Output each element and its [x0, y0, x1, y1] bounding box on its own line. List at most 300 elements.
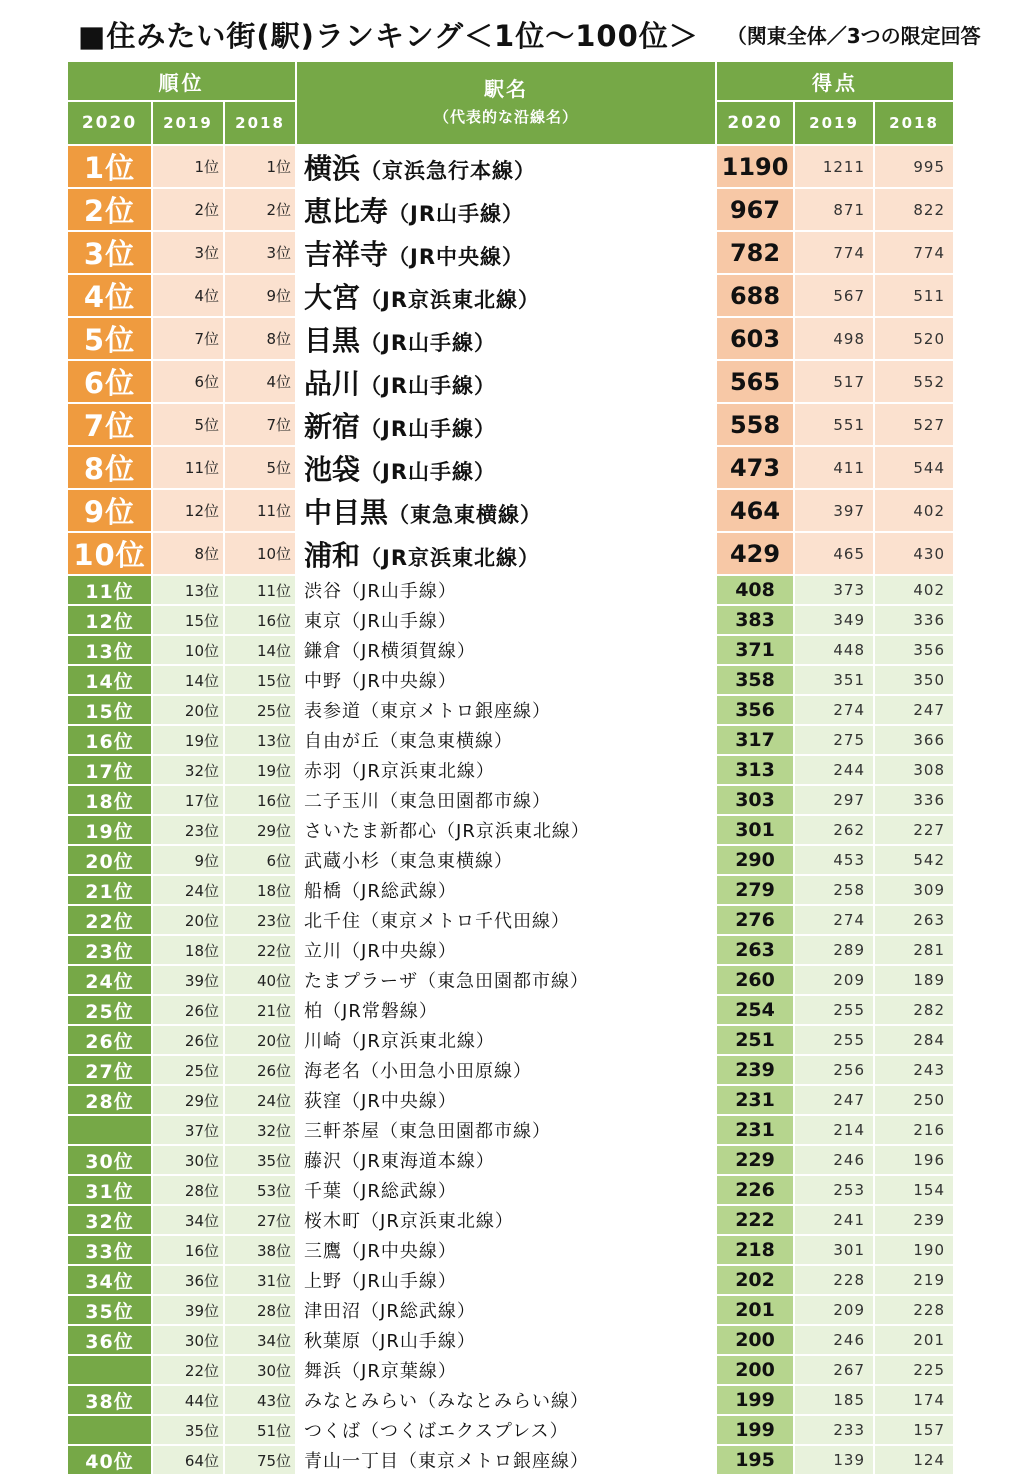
station-name: 赤羽 [304, 761, 343, 782]
score-2020-cell: 239 [716, 1055, 794, 1085]
score-2019-header: 2019 [794, 101, 874, 145]
rank-2018-cell: 24位 [224, 1085, 296, 1115]
score-2018-cell: 247 [874, 695, 954, 725]
ranking-table [68, 62, 955, 1476]
station-name: 藤沢 [304, 1151, 343, 1172]
score-2018-cell: 157 [874, 1415, 954, 1445]
line-name: （JR山手線） [342, 611, 457, 632]
score-2019-cell: 246 [794, 1145, 874, 1175]
score-2020-cell: 1190 [716, 145, 794, 188]
rank-2018-cell: 40位 [224, 965, 296, 995]
score-2018-cell: 219 [874, 1265, 954, 1295]
rank-2018-cell: 23位 [224, 905, 296, 935]
rank-2019-cell: 6位 [152, 360, 224, 403]
table-row [68, 188, 954, 231]
rank-2018-cell: 20位 [224, 1025, 296, 1055]
score-2020-cell: 279 [716, 875, 794, 905]
station-name: 千葉 [304, 1181, 343, 1202]
line-name: （東急東横線） [380, 851, 514, 872]
score-2019-cell: 448 [794, 635, 874, 665]
rank-2019-cell: 37位 [152, 1115, 224, 1145]
table-row [68, 532, 954, 575]
line-name: （JR京浜東北線） [342, 1031, 495, 1052]
station-cell [296, 1355, 716, 1385]
score-2018-cell: 196 [874, 1145, 954, 1175]
line-name: （JR山手線） [360, 373, 497, 398]
station-name: 浦和 [304, 538, 361, 572]
rank-2019-header: 2019 [152, 101, 224, 145]
station-name: 三軒茶屋 [304, 1121, 381, 1142]
rank-2018-cell: 4位 [224, 360, 296, 403]
rank-2019-cell: 16位 [152, 1235, 224, 1265]
rank-2020-header: 2020 [68, 101, 152, 145]
score-2019-cell: 551 [794, 403, 874, 446]
station-name: たまプラーザ [304, 971, 419, 992]
station-name: 東京 [304, 611, 343, 632]
line-name: （みなとみらい線） [418, 1391, 590, 1412]
station-cell [296, 785, 716, 815]
score-2018-cell: 552 [874, 360, 954, 403]
table-row [68, 755, 954, 785]
score-2020-cell: 218 [716, 1235, 794, 1265]
station-name: 津田沼 [304, 1301, 362, 1322]
rank-2018-cell: 9位 [224, 274, 296, 317]
score-2019-cell: 139 [794, 1445, 874, 1475]
rank-2018-cell: 75位 [224, 1445, 296, 1475]
score-2018-cell: 822 [874, 188, 954, 231]
rank-2020-cell: 27位 [68, 1055, 152, 1085]
score-2018-cell: 336 [874, 785, 954, 815]
table-row [68, 845, 954, 875]
station-name: 秋葉原 [304, 1331, 362, 1352]
rank-2020-cell: 22位 [68, 905, 152, 935]
rank-2019-cell: 1位 [152, 145, 224, 188]
rank-2018-cell: 2位 [224, 188, 296, 231]
rank-2020-cell: 1位 [68, 145, 152, 188]
line-name: （東急田園都市線） [380, 791, 552, 812]
line-name: （JR京浜東北線） [342, 761, 495, 782]
station-cell [296, 1025, 716, 1055]
score-2019-cell: 253 [794, 1175, 874, 1205]
score-2020-cell: 317 [716, 725, 794, 755]
station-name: 青山一丁目 [304, 1451, 400, 1472]
line-name: （東京メトロ千代田線） [361, 911, 571, 932]
line-name: （JR山手線） [342, 1271, 457, 1292]
station-name: つくば [304, 1421, 362, 1442]
score-2019-cell: 255 [794, 995, 874, 1025]
rank-2018-header: 2018 [224, 101, 296, 145]
station-header-label: 駅名 [484, 77, 529, 101]
station-name: 鎌倉 [304, 641, 343, 662]
rank-2018-cell: 14位 [224, 635, 296, 665]
station-cell [296, 1145, 716, 1175]
score-2020-cell: 408 [716, 575, 794, 605]
station-header [296, 62, 716, 145]
rank-2018-cell: 3位 [224, 231, 296, 274]
rank-2019-cell: 7位 [152, 317, 224, 360]
rank-2019-cell: 23位 [152, 815, 224, 845]
table-row [68, 489, 954, 532]
score-2020-cell: 199 [716, 1385, 794, 1415]
score-2018-cell: 154 [874, 1175, 954, 1205]
table-row [68, 665, 954, 695]
table-row [68, 1235, 954, 1265]
station-cell [296, 1295, 716, 1325]
rank-2019-cell: 24位 [152, 875, 224, 905]
line-name: （JR山手線） [342, 581, 457, 602]
table-row [68, 995, 954, 1025]
rank-2020-cell: 6位 [68, 360, 152, 403]
rank-2018-cell: 43位 [224, 1385, 296, 1415]
rank-2018-cell: 32位 [224, 1115, 296, 1145]
table-row [68, 145, 954, 188]
line-name: （東急東横線） [380, 731, 514, 752]
station-cell [296, 532, 716, 575]
score-2020-header: 2020 [716, 101, 794, 145]
table-row [68, 1355, 954, 1385]
station-cell [296, 403, 716, 446]
station-name: 自由が丘 [304, 731, 381, 752]
station-name: さいたま新都心 [304, 821, 438, 842]
score-2020-cell: 356 [716, 695, 794, 725]
rank-2020-cell: 5位 [68, 317, 152, 360]
station-cell [296, 665, 716, 695]
score-2019-cell: 256 [794, 1055, 874, 1085]
score-2018-cell: 243 [874, 1055, 954, 1085]
line-name: （つくばエクスプレス） [361, 1421, 569, 1442]
score-2018-cell: 225 [874, 1355, 954, 1385]
table-row [68, 725, 954, 755]
station-cell [296, 231, 716, 274]
table-row [68, 1055, 954, 1085]
line-name: （JR山手線） [360, 416, 497, 441]
rank-2019-cell: 10位 [152, 635, 224, 665]
station-header-sublabel: （代表的な沿線名） [434, 108, 579, 126]
rank-2019-cell: 39位 [152, 1295, 224, 1325]
score-2019-cell: 258 [794, 875, 874, 905]
rank-2020-cell: 7位 [68, 403, 152, 446]
station-name: 吉祥寺 [304, 237, 389, 271]
score-2019-cell: 255 [794, 1025, 874, 1055]
score-2020-cell: 782 [716, 231, 794, 274]
score-2018-cell: 228 [874, 1295, 954, 1325]
rank-2018-cell: 11位 [224, 489, 296, 532]
station-name: 品川 [304, 366, 361, 400]
rank-2018-cell: 11位 [224, 575, 296, 605]
line-name: （東京メトロ銀座線） [361, 701, 552, 722]
score-2019-cell: 209 [794, 1295, 874, 1325]
rank-2018-cell: 19位 [224, 755, 296, 785]
line-name: （JR山手線） [360, 459, 497, 484]
score-2018-cell: 366 [874, 725, 954, 755]
score-2018-cell: 216 [874, 1115, 954, 1145]
station-cell [296, 317, 716, 360]
table-row [68, 1025, 954, 1055]
line-name: （JR中央線） [388, 244, 525, 269]
score-2020-cell: 290 [716, 845, 794, 875]
rank-2018-cell: 16位 [224, 785, 296, 815]
score-2019-cell: 301 [794, 1235, 874, 1265]
score-2018-cell: 309 [874, 875, 954, 905]
station-cell [296, 1415, 716, 1445]
table-row [68, 635, 954, 665]
rank-2019-cell: 64位 [152, 1445, 224, 1475]
line-name: （JR総武線） [342, 1181, 457, 1202]
rank-2018-cell: 29位 [224, 815, 296, 845]
rank-2018-cell: 38位 [224, 1235, 296, 1265]
station-name: 恵比寿 [304, 194, 389, 228]
score-2018-cell: 239 [874, 1205, 954, 1235]
rank-2020-cell: 11位 [68, 575, 152, 605]
rank-2019-cell: 30位 [152, 1145, 224, 1175]
line-name: （京浜急行本線） [360, 158, 537, 183]
rank-2020-cell: 19位 [68, 815, 152, 845]
score-2018-cell: 402 [874, 575, 954, 605]
score-2018-cell: 527 [874, 403, 954, 446]
station-name: 荻窪 [304, 1091, 343, 1112]
table-row [68, 575, 954, 605]
rank-2019-cell: 5位 [152, 403, 224, 446]
rank-2018-cell: 30位 [224, 1355, 296, 1385]
line-name: （小田急小田原線） [361, 1061, 533, 1082]
line-name: （JR京浜東北線） [361, 1211, 514, 1232]
score-2020-cell: 199 [716, 1415, 794, 1445]
score-2020-cell: 231 [716, 1085, 794, 1115]
score-2020-cell: 473 [716, 446, 794, 489]
table-row [68, 446, 954, 489]
line-name: （JR京浜東北線） [360, 545, 541, 570]
station-name: 船橋 [304, 881, 343, 902]
rank-2019-cell: 13位 [152, 575, 224, 605]
page-title [78, 14, 981, 60]
rank-2019-cell: 26位 [152, 1025, 224, 1055]
line-name: （東京メトロ銀座線） [399, 1451, 590, 1472]
rank-2020-cell: 23位 [68, 935, 152, 965]
rank-2020-cell: 34位 [68, 1265, 152, 1295]
rank-2020-cell: 8位 [68, 446, 152, 489]
rank-2020-cell: 16位 [68, 725, 152, 755]
station-cell [296, 575, 716, 605]
station-name: みなとみらい [304, 1391, 419, 1412]
rank-2020-cell: 31位 [68, 1175, 152, 1205]
rank-2018-cell: 6位 [224, 845, 296, 875]
rank-2018-cell: 16位 [224, 605, 296, 635]
score-2018-cell: 190 [874, 1235, 954, 1265]
rank-2018-cell: 51位 [224, 1415, 296, 1445]
score-2020-cell: 254 [716, 995, 794, 1025]
table-row [68, 935, 954, 965]
score-2018-cell: 356 [874, 635, 954, 665]
score-2019-cell: 262 [794, 815, 874, 845]
score-2019-cell: 465 [794, 532, 874, 575]
score-2020-cell: 226 [716, 1175, 794, 1205]
station-cell [296, 635, 716, 665]
rank-2020-cell: 38位 [68, 1385, 152, 1415]
rank-2020-cell: 18位 [68, 785, 152, 815]
rank-2019-cell: 8位 [152, 532, 224, 575]
station-cell [296, 360, 716, 403]
score-2019-cell: 349 [794, 605, 874, 635]
rank-2020-cell: 40位 [68, 1445, 152, 1475]
rank-2020-cell: 12位 [68, 605, 152, 635]
score-2019-cell: 1211 [794, 145, 874, 188]
table-row [68, 1445, 954, 1475]
score-2018-cell: 281 [874, 935, 954, 965]
score-2020-cell: 967 [716, 188, 794, 231]
score-2020-cell: 195 [716, 1445, 794, 1475]
rank-2019-cell: 17位 [152, 785, 224, 815]
score-2019-cell: 774 [794, 231, 874, 274]
rank-2020-cell: 3位 [68, 231, 152, 274]
station-name: 中野 [304, 671, 343, 692]
line-name: （東急田園都市線） [418, 971, 590, 992]
rank-2019-cell: 20位 [152, 695, 224, 725]
rank-2020-cell: 2位 [68, 188, 152, 231]
score-2019-cell: 246 [794, 1325, 874, 1355]
score-2019-cell: 241 [794, 1205, 874, 1235]
score-2019-cell: 209 [794, 965, 874, 995]
score-2018-cell: 227 [874, 815, 954, 845]
rank-2019-cell: 19位 [152, 725, 224, 755]
table-row [68, 1415, 954, 1445]
score-2018-cell: 430 [874, 532, 954, 575]
line-name: （JR東海道本線） [342, 1151, 495, 1172]
score-2020-cell: 263 [716, 935, 794, 965]
table-row [68, 695, 954, 725]
score-group-header: 得点 [716, 62, 954, 101]
score-2019-cell: 351 [794, 665, 874, 695]
rank-2020-cell [68, 1415, 152, 1445]
score-2020-cell: 383 [716, 605, 794, 635]
score-2018-cell: 542 [874, 845, 954, 875]
rank-2020-cell: 24位 [68, 965, 152, 995]
line-name: （JR京葉線） [342, 1361, 457, 1382]
station-cell [296, 188, 716, 231]
station-name: 目黒 [304, 323, 361, 357]
score-2018-cell: 250 [874, 1085, 954, 1115]
rank-2018-cell: 27位 [224, 1205, 296, 1235]
rank-2019-cell: 25位 [152, 1055, 224, 1085]
station-name: 池袋 [304, 452, 361, 486]
line-name: （JR山手線） [361, 1331, 476, 1352]
rank-2018-cell: 8位 [224, 317, 296, 360]
station-cell [296, 875, 716, 905]
station-cell [296, 446, 716, 489]
score-2020-cell: 301 [716, 815, 794, 845]
score-2018-cell: 189 [874, 965, 954, 995]
station-cell [296, 725, 716, 755]
score-2018-cell: 282 [874, 995, 954, 1025]
table-row [68, 605, 954, 635]
score-2019-cell: 517 [794, 360, 874, 403]
rank-2020-cell: 21位 [68, 875, 152, 905]
table-row [68, 1325, 954, 1355]
score-2018-cell: 336 [874, 605, 954, 635]
rank-2020-cell: 10位 [68, 532, 152, 575]
score-2018-cell: 774 [874, 231, 954, 274]
score-2018-cell: 520 [874, 317, 954, 360]
station-cell [296, 1055, 716, 1085]
station-cell [296, 274, 716, 317]
score-2019-cell: 275 [794, 725, 874, 755]
rank-2019-cell: 18位 [152, 935, 224, 965]
station-cell [296, 1085, 716, 1115]
rank-2018-cell: 34位 [224, 1325, 296, 1355]
rank-2018-cell: 26位 [224, 1055, 296, 1085]
score-2019-cell: 397 [794, 489, 874, 532]
score-2019-cell: 214 [794, 1115, 874, 1145]
table-row [68, 875, 954, 905]
table-row [68, 1265, 954, 1295]
station-name: 海老名 [304, 1061, 362, 1082]
rank-2020-cell: 28位 [68, 1085, 152, 1115]
table-body [68, 145, 954, 1475]
score-2018-cell: 402 [874, 489, 954, 532]
line-name: （JR常磐線） [323, 1001, 438, 1022]
station-cell [296, 935, 716, 965]
rank-2018-cell: 5位 [224, 446, 296, 489]
score-2018-cell: 308 [874, 755, 954, 785]
table-header [68, 62, 954, 145]
score-2020-cell: 303 [716, 785, 794, 815]
rank-2019-cell: 28位 [152, 1175, 224, 1205]
rank-2019-cell: 20位 [152, 905, 224, 935]
line-name: （JR中央線） [342, 671, 457, 692]
line-name: （JR総武線） [361, 1301, 476, 1322]
rank-2019-cell: 14位 [152, 665, 224, 695]
rank-2018-cell: 28位 [224, 1295, 296, 1325]
rank-2020-cell: 26位 [68, 1025, 152, 1055]
score-2019-cell: 567 [794, 274, 874, 317]
line-name: （東急田園都市線） [380, 1121, 552, 1142]
station-cell [296, 755, 716, 785]
table-row [68, 1295, 954, 1325]
score-2020-cell: 251 [716, 1025, 794, 1055]
score-2019-cell: 228 [794, 1265, 874, 1295]
score-2020-cell: 276 [716, 905, 794, 935]
station-name: 大宮 [304, 280, 361, 314]
rank-2019-cell: 26位 [152, 995, 224, 1025]
score-2020-cell: 371 [716, 635, 794, 665]
rank-2018-cell: 35位 [224, 1145, 296, 1175]
rank-2018-cell: 53位 [224, 1175, 296, 1205]
score-2020-cell: 603 [716, 317, 794, 360]
score-2020-cell: 200 [716, 1325, 794, 1355]
line-name: （JR中央線） [342, 1241, 457, 1262]
rank-2019-cell: 3位 [152, 231, 224, 274]
table-row [68, 403, 954, 446]
score-2020-cell: 222 [716, 1205, 794, 1235]
rank-2020-cell: 25位 [68, 995, 152, 1025]
rank-2020-cell: 9位 [68, 489, 152, 532]
score-2019-cell: 247 [794, 1085, 874, 1115]
score-2019-cell: 373 [794, 575, 874, 605]
rank-2020-cell: 15位 [68, 695, 152, 725]
rank-2020-cell [68, 1115, 152, 1145]
station-name: 北千住 [304, 911, 362, 932]
score-2019-cell: 233 [794, 1415, 874, 1445]
station-name: 武蔵小杉 [304, 851, 381, 872]
table-row [68, 1205, 954, 1235]
station-name: 横浜 [304, 151, 361, 185]
title-subtitle: （関東全体／3つの限定回答 [726, 24, 981, 48]
rank-2020-cell: 20位 [68, 845, 152, 875]
station-name: 中目黒 [304, 495, 389, 529]
line-name: （JR山手線） [388, 201, 525, 226]
station-name: 三鷹 [304, 1241, 343, 1262]
score-2020-cell: 565 [716, 360, 794, 403]
score-2019-cell: 411 [794, 446, 874, 489]
